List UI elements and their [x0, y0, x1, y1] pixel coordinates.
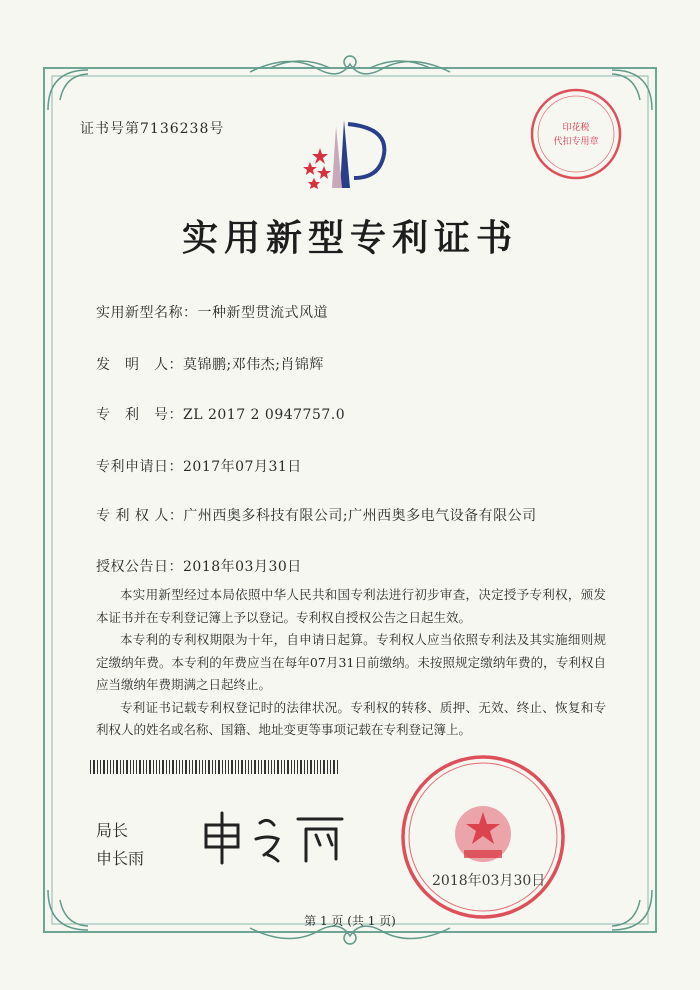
body-paragraph: 本实用新型经过本局依照中华人民共和国专利法进行初步审查，决定授予专利权，颁发本证书并在专利登记簿上予以登记。专利权自授权公告之日起生效。 — [96, 587, 606, 625]
application-date-value: 2017年07月31日 — [183, 459, 302, 475]
page-footer: 第 1 页 (共 1 页) — [304, 914, 396, 928]
seal-date: 2018年03月30日 — [432, 873, 546, 889]
body-paragraph: 专利证书记载专利权登记时的法律状况。专利权的转移、质押、无效、终止、恢复和专利权人的姓名或名称、国籍、地址变更等事项记载在专利登记簿上。 — [96, 699, 606, 737]
patentee-label: 专 利 权 人： — [96, 508, 184, 524]
inventor-value: 莫锦鹏;邓伟杰;肖锦辉 — [183, 357, 324, 373]
barcode — [90, 760, 340, 774]
patent-number-label: 专 利 号： — [96, 407, 183, 423]
grant-date-label: 授权公告日： — [96, 559, 183, 575]
certificate-title: 实用新型专利证书 — [181, 217, 518, 259]
certificate-number: 证书号第7136238号 — [80, 121, 225, 137]
application-date-label: 专利申请日： — [96, 459, 183, 475]
cnipa-logo — [292, 118, 402, 198]
patent-number-row — [96, 404, 345, 424]
tax-seal-stamp — [526, 84, 626, 184]
inventor-label: 发 明 人： — [96, 357, 183, 373]
patent-number-value: ZL 2017 2 0947757.0 — [183, 407, 346, 423]
utility-model-name-value: 一种新型贯流式风道 — [197, 305, 328, 321]
patentee-value: 广州西奥多科技有限公司;广州西奥多电气设备有限公司 — [183, 508, 537, 524]
utility-model-name-row — [96, 302, 328, 322]
director-title: 局长 — [96, 821, 129, 840]
patentee-row — [96, 505, 537, 525]
svg-text:代扣专用章: 代扣专用章 — [553, 137, 599, 147]
director-name: 申长雨 — [96, 849, 145, 868]
inventor-row — [96, 354, 324, 374]
body-paragraph: 本专利的专利权期限为十年，自申请日起算。专利权人应当依照专利法及其实施细则规定缴纳年费。本专利的年费应当在每年07月31日前缴纳。未按照规定缴纳年费的，专利权自应当缴纳年费期满之日起终止。 — [96, 632, 606, 692]
application-date-row — [96, 456, 302, 476]
official-seal — [398, 752, 568, 922]
svg-text:印花税: 印花税 — [562, 123, 590, 133]
grant-date-row — [96, 556, 302, 576]
utility-model-name-label: 实用新型名称： — [96, 305, 198, 321]
certificate-body — [96, 584, 606, 742]
director-signature — [198, 795, 358, 875]
grant-date-value: 2018年03月30日 — [183, 559, 302, 575]
